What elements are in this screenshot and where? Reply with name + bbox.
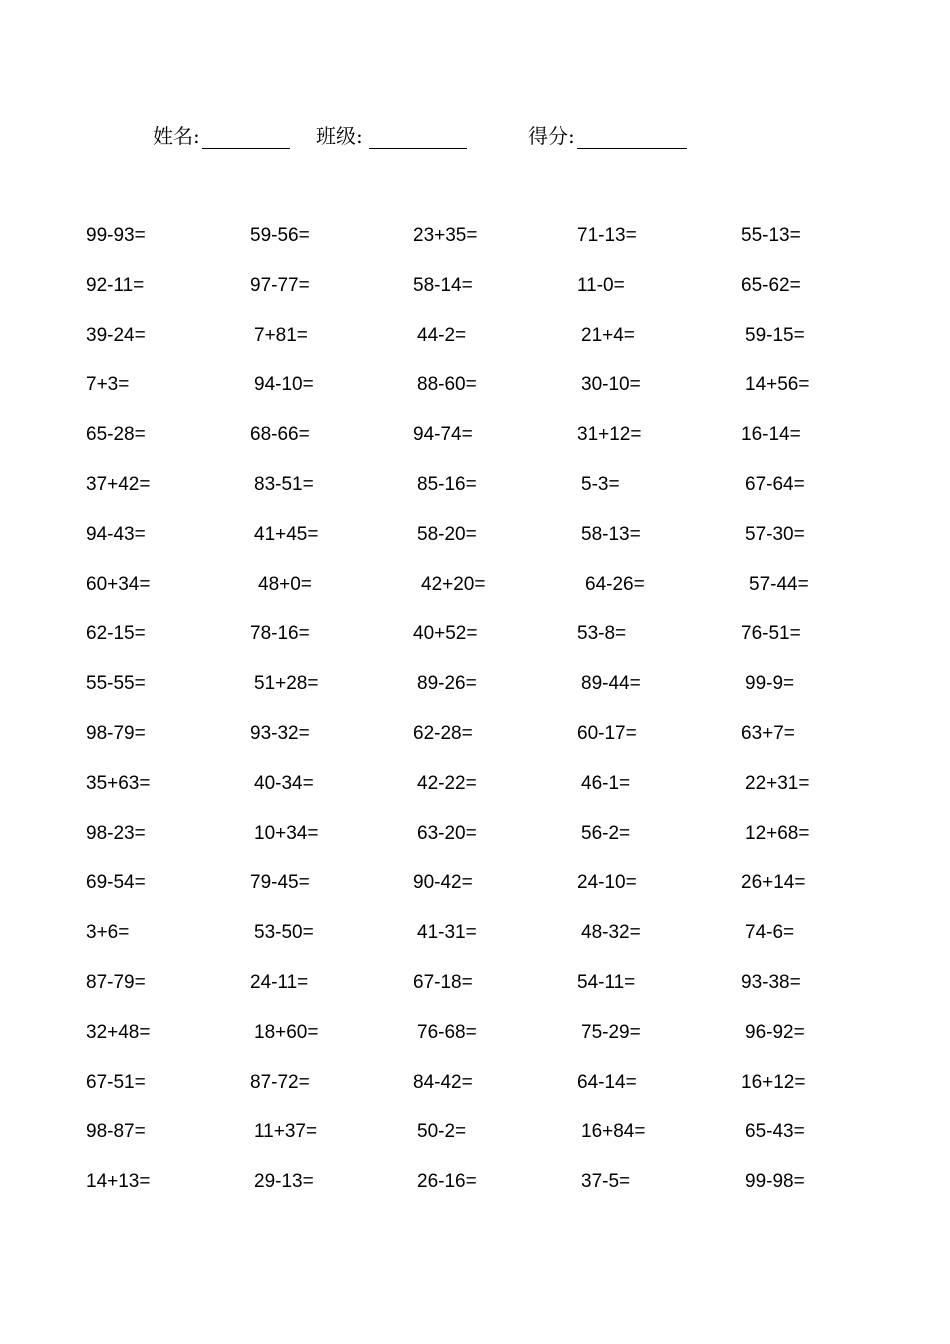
- math-problem: 94-74=: [413, 424, 473, 445]
- math-problem: 57-30=: [745, 524, 805, 545]
- math-problem: 64-14=: [577, 1072, 637, 1093]
- math-problem: 16+84=: [581, 1121, 646, 1142]
- math-problem: 67-51=: [86, 1072, 146, 1093]
- math-problem: 35+63=: [86, 773, 151, 794]
- math-problem: 67-18=: [413, 972, 473, 993]
- math-problem: 99-98=: [745, 1171, 805, 1192]
- score-blank-line[interactable]: [577, 124, 687, 149]
- math-problem: 56-2=: [581, 823, 631, 844]
- math-problem: 16-14=: [741, 424, 801, 445]
- math-problem: 94-10=: [254, 374, 314, 395]
- math-problem: 65-43=: [745, 1121, 805, 1142]
- math-problem: 37-5=: [581, 1171, 631, 1192]
- math-problem: 5-3=: [581, 474, 620, 495]
- math-problem: 57-44=: [749, 574, 809, 595]
- math-problem: 65-28=: [86, 424, 146, 445]
- math-problem: 51+28=: [254, 673, 319, 694]
- math-problem: 63-20=: [417, 823, 477, 844]
- math-problem: 44-2=: [417, 325, 467, 346]
- math-problem: 42+20=: [421, 574, 486, 595]
- math-problem: 26-16=: [417, 1171, 477, 1192]
- math-problem: 24-10=: [577, 872, 637, 893]
- math-problem: 90-42=: [413, 872, 473, 893]
- math-problem: 60-17=: [577, 723, 637, 744]
- math-problem: 63+7=: [741, 723, 795, 744]
- math-problem: 78-16=: [250, 623, 310, 644]
- math-problem: 11-0=: [577, 275, 625, 296]
- math-problem: 65-62=: [741, 275, 801, 296]
- math-problem: 68-66=: [250, 424, 310, 445]
- math-problem: 93-38=: [741, 972, 801, 993]
- math-problem: 92-11=: [86, 275, 145, 296]
- math-problem: 24-11=: [250, 972, 309, 993]
- math-problem: 41+45=: [254, 524, 319, 545]
- math-problem: 14+56=: [745, 374, 810, 395]
- math-problem: 37+42=: [86, 474, 151, 495]
- score-label: 得分:: [528, 124, 575, 148]
- class-field[interactable]: [316, 120, 467, 149]
- math-problem: 79-45=: [250, 872, 310, 893]
- math-problem: 14+13=: [86, 1171, 151, 1192]
- math-problem: 67-64=: [745, 474, 805, 495]
- math-problem: 18+60=: [254, 1022, 319, 1043]
- math-problem: 54-11=: [577, 972, 636, 993]
- math-problem: 7+81=: [254, 325, 308, 346]
- worksheet-header: [0, 120, 950, 154]
- math-problem: 12+68=: [745, 823, 810, 844]
- math-problem: 55-13=: [741, 225, 801, 246]
- math-problem: 89-44=: [581, 673, 641, 694]
- math-problem: 98-87=: [86, 1121, 146, 1142]
- math-problem: 75-29=: [581, 1022, 641, 1043]
- math-problem: 97-77=: [250, 275, 310, 296]
- math-problem: 48-32=: [581, 922, 641, 943]
- math-problem: 21+4=: [581, 325, 635, 346]
- math-problem: 87-72=: [250, 1072, 310, 1093]
- math-problem: 23+35=: [413, 225, 478, 246]
- math-problem: 69-54=: [86, 872, 146, 893]
- math-problem: 42-22=: [417, 773, 477, 794]
- math-problem: 59-15=: [745, 325, 805, 346]
- math-problem: 16+12=: [741, 1072, 806, 1093]
- math-problem: 31+12=: [577, 424, 642, 445]
- class-blank-line[interactable]: [369, 124, 467, 149]
- math-problem: 11+37=: [254, 1121, 318, 1142]
- score-field[interactable]: [528, 120, 687, 149]
- math-problem: 99-9=: [745, 673, 795, 694]
- math-problem: 98-79=: [86, 723, 146, 744]
- math-problem: 55-55=: [86, 673, 146, 694]
- math-problem: 22+31=: [745, 773, 810, 794]
- math-problem: 94-43=: [86, 524, 146, 545]
- math-problem: 50-2=: [417, 1121, 467, 1142]
- math-problem: 60+34=: [86, 574, 151, 595]
- math-problem: 74-6=: [745, 922, 795, 943]
- math-problem: 89-26=: [417, 673, 477, 694]
- math-problem: 99-93=: [86, 225, 146, 246]
- math-problem: 32+48=: [86, 1022, 151, 1043]
- math-problem: 58-14=: [413, 275, 473, 296]
- math-problem: 71-13=: [577, 225, 637, 246]
- math-problem: 85-16=: [417, 474, 477, 495]
- math-problem: 40+52=: [413, 623, 478, 644]
- math-problem: 58-20=: [417, 524, 477, 545]
- math-problem: 26+14=: [741, 872, 806, 893]
- math-problem: 48+0=: [258, 574, 312, 595]
- math-problem: 7+3=: [86, 374, 130, 395]
- math-problem: 93-32=: [250, 723, 310, 744]
- math-problem: 53-8=: [577, 623, 627, 644]
- math-problem: 76-68=: [417, 1022, 477, 1043]
- math-problem: 84-42=: [413, 1072, 473, 1093]
- math-problem: 39-24=: [86, 325, 146, 346]
- math-problem: 98-23=: [86, 823, 146, 844]
- math-problem: 10+34=: [254, 823, 319, 844]
- math-problem: 62-28=: [413, 723, 473, 744]
- math-problem: 62-15=: [86, 623, 146, 644]
- name-field[interactable]: [153, 120, 290, 149]
- math-problem: 46-1=: [581, 773, 631, 794]
- math-problem: 41-31=: [417, 922, 477, 943]
- math-problem: 53-50=: [254, 922, 314, 943]
- math-problem: 40-34=: [254, 773, 314, 794]
- math-problem: 83-51=: [254, 474, 314, 495]
- class-label: 班级:: [316, 124, 363, 148]
- name-label: 姓名:: [153, 124, 200, 148]
- math-problem: 30-10=: [581, 374, 641, 395]
- math-problem: 64-26=: [585, 574, 645, 595]
- math-problem: 29-13=: [254, 1171, 314, 1192]
- math-problem: 87-79=: [86, 972, 146, 993]
- math-problem: 3+6=: [86, 922, 130, 943]
- math-problem: 58-13=: [581, 524, 641, 545]
- math-problem: 59-56=: [250, 225, 310, 246]
- math-problem: 88-60=: [417, 374, 477, 395]
- math-problem: 76-51=: [741, 623, 801, 644]
- math-problem: 96-92=: [745, 1022, 805, 1043]
- name-blank-line[interactable]: [202, 124, 290, 149]
